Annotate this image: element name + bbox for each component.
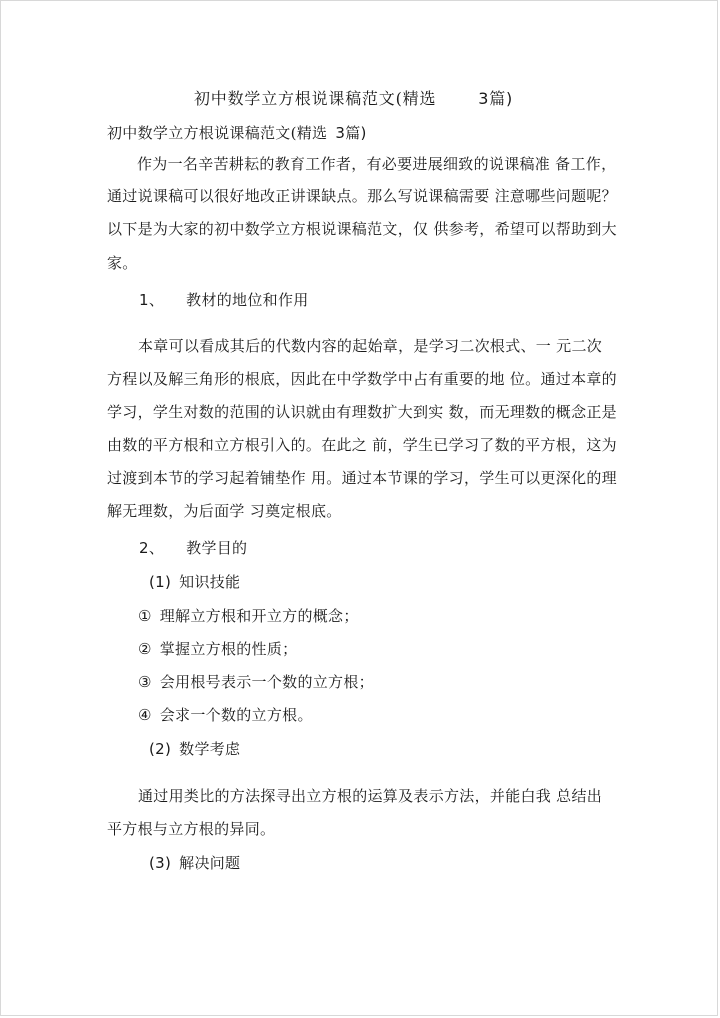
section-1-line: 本章可以看成其后的代数内容的起始章，是学习二次根式、一 元二次 [138,337,603,355]
list-marker: ① [138,607,152,625]
list-item [138,606,359,626]
title-main: 初中数学立方根说课稿范文(精选 [194,89,437,108]
section-2-heading [139,538,247,558]
list-item [138,705,313,725]
intro-line: 作为一名辛苦耕耘的教育工作者，有必要进展细致的说课稿准 备工作， [137,155,617,173]
subsection-2-line: 通过用类比的方法探寻出立方根的运算及表示方法，并能白我 总结出 [138,787,603,805]
title-count: 3篇) [478,89,514,108]
subtitle-count: 3篇) [335,124,367,142]
section-1-line: 由数的平方根和立方根引入的。在此之 前，学生已学习了数的平方根，这为 [107,436,617,454]
list-text: 理解立方根和开立方的概念； [159,607,359,625]
list-text: 会求一个数的立方根。 [159,706,313,724]
subsection-1-heading [149,572,240,592]
list-item [138,672,374,692]
section-2-title: 教学目的 [186,539,248,557]
section-1-title: 教材的地位和作用 [186,291,309,309]
list-item [138,639,297,659]
document-subtitle [107,123,367,143]
list-marker: ④ [138,706,152,724]
list-text: 掌握立方根的性质； [159,640,298,658]
intro-line: 以下是为大家的初中数学立方根说课稿范文，仅 供参考，希望可以帮助到大 [107,220,617,238]
section-1-heading [139,290,309,310]
intro-line: 家。 [107,254,138,272]
subsection-2-heading [149,739,240,759]
subsection-3-number: (3) [149,854,172,872]
subsection-2-title: 数学考虑 [179,740,241,758]
document-title [194,89,513,109]
section-2-number: 2、 [139,539,165,557]
subsection-3-title: 解决问题 [179,854,241,872]
section-1-line: 解无理数，为后面学 习奠定根底。 [107,502,342,520]
list-marker: ③ [138,673,152,691]
intro-line: 通过说课稿可以很好地改正讲课缺点。那么写说课稿需要 注意哪些问题呢？ [107,187,617,205]
subtitle-main: 初中数学立方根说课稿范文(精选 [107,124,328,142]
section-1-line: 学习，学生对数的范围的认识就由有理数扩大到实 数，而无理数的概念正是 [107,403,617,421]
list-text: 会用根号表示一个数的立方根； [159,673,374,691]
subsection-2-line: 平方根与立方根的异同。 [107,820,276,838]
subsection-2-number: (2) [149,740,172,758]
section-1-line: 方程以及解三角形的根底，因此在中学数学中占有重要的地 位。通过本章的 [107,370,617,388]
section-1-number: 1、 [139,291,165,309]
subsection-1-title: 知识技能 [179,573,241,591]
list-marker: ② [138,640,152,658]
subsection-1-number: (1) [149,573,172,591]
section-1-line: 过渡到本节的学习起着铺垫作 用。通过本节课的学习，学生可以更深化的理 [107,469,617,487]
subsection-3-heading [149,853,240,873]
